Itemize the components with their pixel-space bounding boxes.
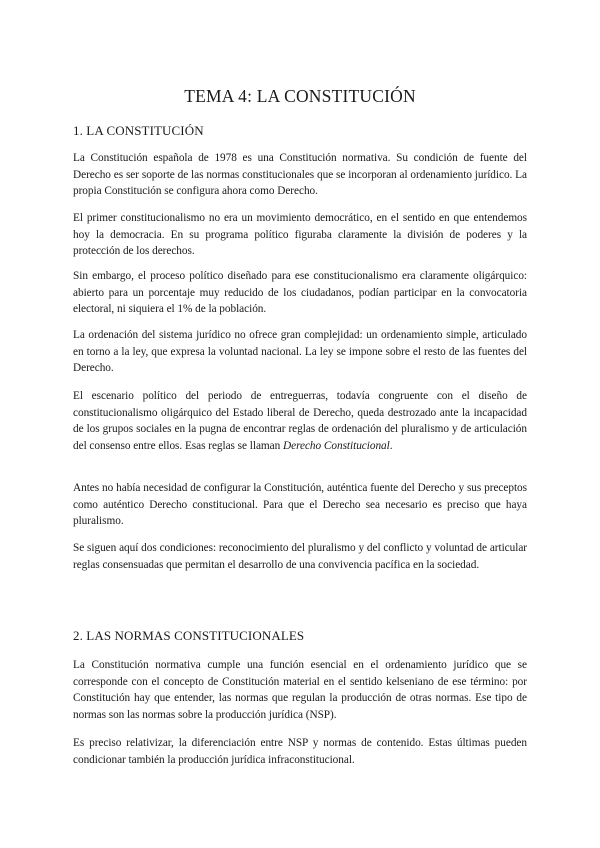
page-title: TEMA 4: LA CONSTITUCIÓN <box>184 86 416 106</box>
paragraph-1-5: El escenario político del periodo de entreguerras, todavía congruente con el diseño de constitucionalismo oligárquico del Estado liberal de Derecho, queda destrozado ante la incapacidad de los grupos sociales en la pugna de encontrar reglas de ordenación del pluralismo y de articulación del consenso entre ellos. Esas reglas se llaman Derecho Constitucional. <box>73 390 527 452</box>
paragraph-1-2: El primer constitucionalismo no era un movimiento democrático, en el sentido en que entendemos hoy la democracia. En su programa político figuraba claramente la división de poderes y la protección de los derechos. <box>73 212 527 257</box>
italic-term: Derecho Constitucional <box>283 439 390 452</box>
paragraph-1-6: Antes no había necesidad de configurar la Constitución, auténtica fuente del Derecho y sus preceptos como auténtico Derecho constitucional. Para que el Derecho sea necesario es preciso que haya pluralismo. <box>73 482 527 527</box>
paragraph-2-2: Es preciso relativizar, la diferenciación entre NSP y normas de contenido. Estas últimas pueden condicionar también la producción jurídica infraconstitucional. <box>73 737 527 766</box>
section-heading-1: 1. LA CONSTITUCIÓN <box>73 123 204 138</box>
paragraph-1-3: Sin embargo, el proceso político diseñado para ese constitucionalismo era claramente oligárquico: abierto para un porcentaje muy reducido de los ciudadanos, podían participar en la convocatoria electoral, ni siquiera el 1% de la población. <box>73 270 527 315</box>
section-heading-2: 2. LAS NORMAS CONSTITUCIONALES <box>73 628 305 643</box>
paragraph-1-4: La ordenación del sistema jurídico no ofrece gran complejidad: un ordenamiento simple, articulado en torno a la ley, que expresa la voluntad nacional. La ley se impone sobre el resto de las fuentes del Derecho. <box>73 329 527 374</box>
paragraph-1-7: Se siguen aquí dos condiciones: reconocimiento del pluralismo y del conflicto y voluntad de articular reglas consensuadas que permitan el desarrollo de una convivencia pacífica en la sociedad. <box>73 542 527 571</box>
paragraph-2-1: La Constitución normativa cumple una función esencial en el ordenamiento jurídico que se corresponde con el concepto de Constitución material en el sentido kelseniano de ese término: por Constitución hay que entender, las normas que regulan la producción de otras normas. Ese tipo de normas son las normas sobre la producción jurídica (NSP). <box>73 659 527 721</box>
paragraph-1-1: La Constitución española de 1978 es una Constitución normativa. Su condición de fuente del Derecho es ser soporte de las normas constitucionales que se incorporan al ordenamiento jurídico. La propia Constitución se configura ahora como Derecho. <box>73 152 527 197</box>
paragraph-1-5-text: El escenario político del periodo de entreguerras, todavía congruente con el diseño de constitucionalismo oligárquico del Estado liberal de Derecho, queda destrozado ante la incapacidad de los grupos sociales en la pugna de encontrar reglas de ordenación del pluralismo y de articulación del consenso entre ellos. Esas reglas se llaman <box>73 390 527 452</box>
